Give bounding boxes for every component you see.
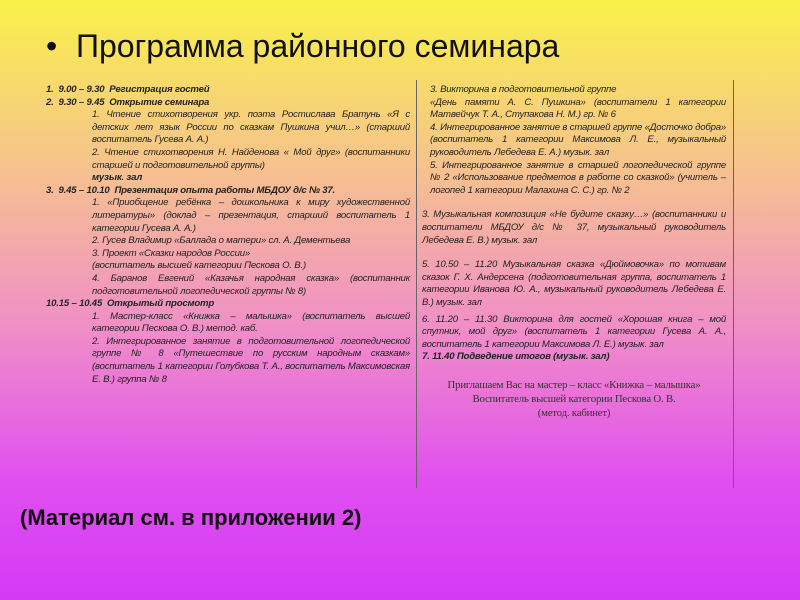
- right-column: [422, 84, 726, 420]
- program-item: 3. 9.45 – 10.10 Презентация опыта работы МБДОУ д/с № 37.: [46, 184, 335, 196]
- program-item: музык. зал: [92, 172, 143, 184]
- program-item: «День памяти А. С. Пушкина» (воспитатели 1 категории Матвейчук Т. А., Ступакова Н. М.) гр. № 6: [430, 96, 726, 121]
- program-item: 3. Музыкальная композиция «Не будите сказку…» (воспитанники и воспитатели МБДОУ д/с № 37, музыкальный руководитель Лебедева Е. В.) музык. зал: [422, 209, 726, 246]
- program-item: 1. Чтение стихотворения укр. поэта Ростислава Братунь «Я с детских лет язык России по сказкам Пушкина учил…» (старший воспитатель Гусева А. А.): [92, 109, 410, 146]
- program-item: 1. «Приобщение ребёнка – дошкольника к миру художественной литературы» (доклад – презентация, старший воспитатель 1 категории Гусева А. А.): [92, 197, 410, 234]
- panel-right-border: [733, 80, 734, 488]
- program-panel: [38, 80, 734, 488]
- program-item: 2. Чтение стихотворения Н. Найденова « Мой друг» (воспитанники старшей и подготовительной группы): [92, 146, 410, 171]
- program-item: 1. Мастер-класс «Книжка – малышка» (воспитатель высшей категории Пескова О. В.) метод. каб.: [92, 310, 410, 335]
- invitation-line: (метод. кабинет): [537, 406, 611, 419]
- program-item: 2. Интегрированное занятие в подготовительной логопедической группе № 8 «Путешествие по русским народным сказкам» (воспитатель 1 категории Голубкова Т. А., воспитатель Максимовская Е. В.) группа № 8: [92, 335, 410, 385]
- program-item: 4. Интегрированное занятие в старшей группе «Досточко добра» (воспитатель 1 категории Максимова Л. Е., музыкальный руководитель Лебедева Е. А.) музык. зал: [430, 121, 726, 158]
- program-item: (воспитатель высшей категории Пескова О. В.): [92, 260, 306, 272]
- program-item: 1. 9.00 – 9.30 Регистрация гостей: [46, 84, 210, 95]
- column-divider: [416, 80, 417, 488]
- bullet-icon: •: [46, 28, 58, 64]
- program-item: 10.15 – 10.45 Открытый просмотр: [46, 298, 215, 310]
- program-item: 5. Интегрированное занятие в старшей логопедической группе № 2 «Использование предметов в работе со сказкой» (учитель – логопед 1 категории Малахина С. С.) гр. № 2: [430, 159, 726, 196]
- program-item: 2. 9.30 – 9.45 Открытие семинара: [46, 96, 210, 108]
- program-item: 3. Викторина в подготовительной группе: [430, 84, 617, 95]
- slide-title: [46, 28, 766, 65]
- invitation-line: Приглашаем Вас на мастер – класс «Книжка – малышка»: [447, 378, 701, 391]
- program-item: 3. Проект «Сказки народов России»: [92, 247, 251, 259]
- master-class-invitation: [422, 378, 726, 420]
- title-text: Программа районного семинара: [76, 28, 560, 64]
- program-item: 4. Баранов Евгений «Казачья народная сказка» (воспитанник подготовительной логопедической группы № 8): [92, 272, 410, 297]
- program-item: 5. 10.50 – 11.20 Музыкальная сказка «Дюймовочка» по мотивам сказок Г. Х. Андерсена (подготовительная группа, воспитатель 1 категории Иванова Ю. А., музыкальный руководитель Лебедева Е. В.) музык. зал: [422, 259, 726, 308]
- program-item: 6. 11.20 – 11.30 Викторина для гостей «Хорошая книга – мой спутник, мой друг» (воспитатель 1 категории Гусева А. А., воспитатель 1 категории Максимова Л. Е.) музык. зал: [422, 313, 726, 350]
- program-item: 7. 11.40 Подведение итогов (музык. зал): [422, 351, 610, 363]
- invitation-line: Воспитатель высшей категории Пескова О. В.: [472, 392, 676, 405]
- appendix-note: (Материал см. в приложении 2): [20, 505, 362, 530]
- left-column: [46, 84, 410, 386]
- program-item: 2. Гусев Владимир «Баллада о матери» сл. А. Дементьева: [92, 235, 351, 247]
